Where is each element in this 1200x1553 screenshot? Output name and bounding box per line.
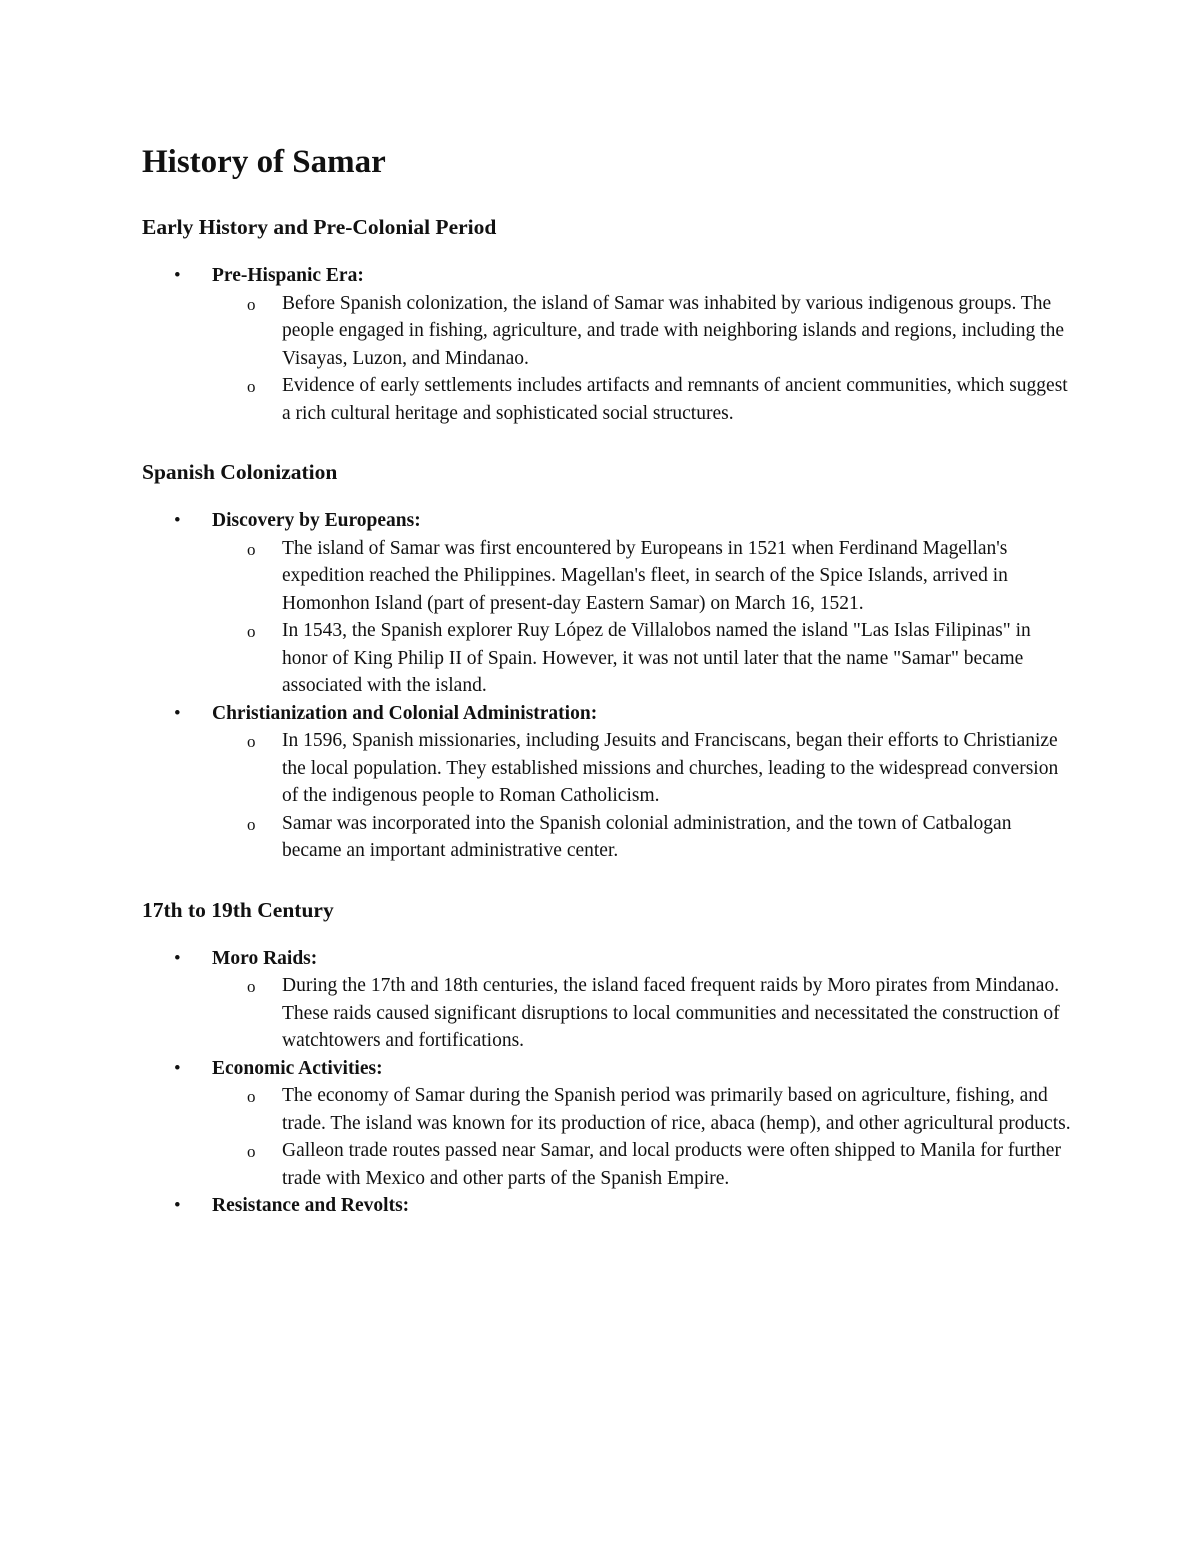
sub-bullet-item <box>212 372 1072 427</box>
bullet-label: Resistance and Revolts: <box>212 1195 410 1216</box>
sub-bullet-list <box>212 290 1072 428</box>
bullet-dot-icon: • <box>174 510 181 531</box>
bullet-item <box>142 1055 1072 1193</box>
bullet-dot-icon: • <box>174 1195 181 1216</box>
circle-bullet-icon: o <box>247 1142 256 1161</box>
circle-bullet-icon: o <box>247 732 256 751</box>
circle-bullet-icon: o <box>247 622 256 641</box>
section-heading: Early History and Pre-Colonial Period <box>142 215 497 239</box>
bullet-item <box>142 262 1072 427</box>
sub-bullet-item <box>212 1082 1072 1137</box>
bullet-list <box>142 945 1072 1220</box>
sub-bullet-item <box>212 290 1072 373</box>
bullet-list <box>142 262 1072 427</box>
bullet-label: Pre-Hispanic Era: <box>212 265 364 286</box>
sub-bullet-item <box>212 617 1072 700</box>
section <box>142 895 1072 1220</box>
sub-bullet-item <box>212 727 1072 810</box>
circle-bullet-icon: o <box>247 1087 256 1106</box>
bullet-dot-icon: • <box>174 702 181 724</box>
section-heading: 17th to 19th Century <box>142 897 334 922</box>
paragraph-text: During the 17th and 18th centuries, the island faced frequent raids by Moro pirates from Mindanao. These raids caused significant disruptions to local communities and necessitated the construction of watchtowers and fortifications. <box>282 975 1060 1051</box>
circle-bullet-icon: o <box>247 539 256 559</box>
circle-bullet-icon: o <box>247 377 256 396</box>
sub-bullet-item <box>212 1137 1072 1192</box>
bullet-dot-icon: • <box>174 947 181 969</box>
circle-bullet-icon: o <box>247 294 256 314</box>
sub-bullet-item <box>212 810 1072 865</box>
bullet-dot-icon: • <box>174 1057 181 1079</box>
section-heading: Spanish Colonization <box>142 460 338 484</box>
bullet-item <box>142 507 1072 700</box>
circle-bullet-icon: o <box>247 814 256 834</box>
sub-bullet-list <box>212 535 1072 700</box>
document-body <box>142 212 1072 1220</box>
bullet-list <box>142 507 1072 865</box>
bullet-label: Moro Raids: <box>212 947 318 969</box>
sub-bullet-item <box>212 535 1072 618</box>
paragraph-text: Evidence of early settlements includes artifacts and remnants of ancient communities, which suggest a rich cultural heritage and sophisticated social structures. <box>282 375 1068 424</box>
bullet-label: Economic Activities: <box>212 1057 383 1079</box>
sub-bullet-list <box>212 972 1072 1055</box>
bullet-item <box>142 945 1072 1055</box>
circle-bullet-icon: o <box>247 977 256 996</box>
bullet-label: Christianization and Colonial Administration: <box>212 702 598 724</box>
paragraph-text: Before Spanish colonization, the island of Samar was inhabited by various indigenous groups. The people engaged in fishing, agriculture, and trade with neighboring islands and regions, including the Visayas, Luzon, and Mindanao. <box>282 292 1064 369</box>
sub-bullet-list <box>212 727 1072 865</box>
bullet-dot-icon: • <box>174 265 181 286</box>
paragraph-text: In 1596, Spanish missionaries, including Jesuits and Franciscans, began their efforts to Christianize the local population. They established missions and churches, leading to the widespread conversion of the indigenous people to Roman Catholicism. <box>282 730 1059 806</box>
paragraph-text: The economy of Samar during the Spanish period was primarily based on agriculture, fishing, and trade. The island was known for its production of rice, abaca (hemp), and other agricultural products. <box>282 1085 1071 1134</box>
paragraph-text: The island of Samar was first encountered by Europeans in 1521 when Ferdinand Magellan's expedition reached the Philippines. Magellan's fleet, in search of the Spice Islands, arrived in Homonhon Island (part of present-day Eastern Samar) on March 16, 1521. <box>282 537 1008 614</box>
bullet-item <box>142 1192 1072 1220</box>
section <box>142 212 1072 427</box>
document-title: History of Samar <box>142 144 386 180</box>
sub-bullet-list <box>212 1082 1072 1192</box>
section <box>142 457 1072 865</box>
paragraph-text: Galleon trade routes passed near Samar, and local products were often shipped to Manila for further trade with Mexico and other parts of the Spanish Empire. <box>282 1140 1061 1189</box>
sub-bullet-item <box>212 972 1072 1055</box>
bullet-label: Discovery by Europeans: <box>212 510 421 531</box>
bullet-item <box>142 700 1072 865</box>
paragraph-text: Samar was incorporated into the Spanish colonial administration, and the town of Catbalogan became an important administrative center. <box>282 812 1012 861</box>
paragraph-text: In 1543, the Spanish explorer Ruy López de Villalobos named the island "Las Islas Filipinas" in honor of King Philip II of Spain. However, it was not until later that the name "Samar" became associated with the island. <box>282 620 1031 696</box>
document-page <box>142 138 1072 1250</box>
